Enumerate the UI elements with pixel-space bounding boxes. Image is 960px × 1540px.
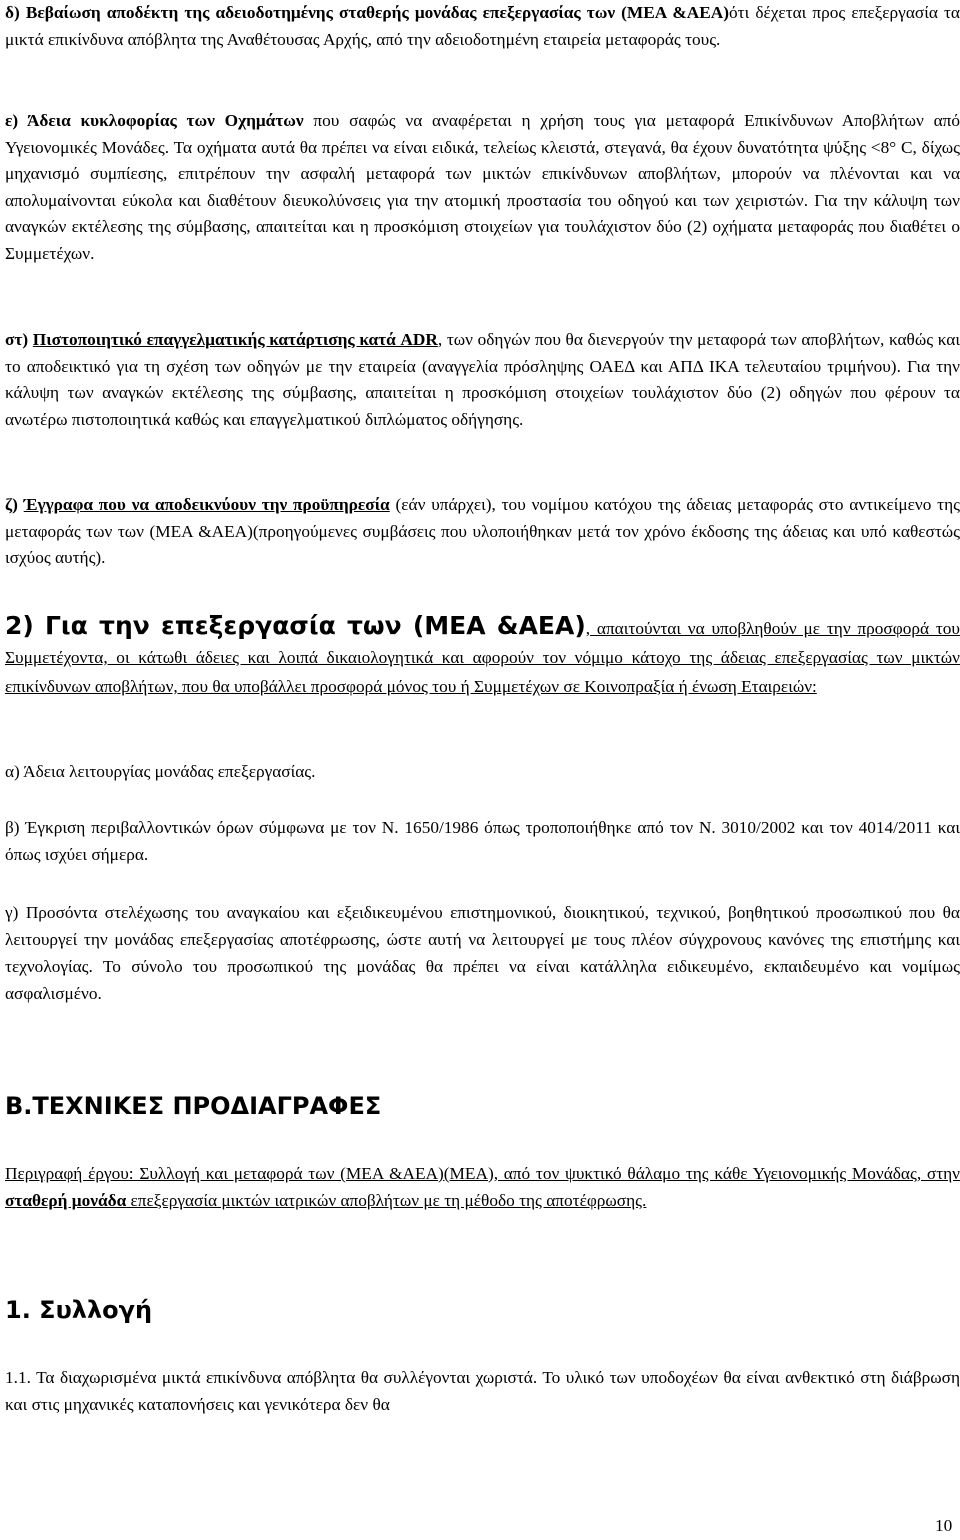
paragraph-d-label: δ) Βεβαίωση αποδέκτη της αδειοδοτημένης σταθερής μονάδας επεξεργασίας των (ΜΕΑ &ΑΕΑ) xyxy=(5,3,730,22)
section-2-intro xyxy=(5,611,960,701)
paragraph-z-prefix: ζ) xyxy=(5,495,24,514)
paragraph-z-label: Έγγραφα που να αποδεικνύουν την προϋπηρεσία xyxy=(23,495,390,514)
technical-specs-heading: Β.ΤΕΧΝΙΚΕΣ ΠΡΟΔΙΑΓΡΑΦΕΣ xyxy=(5,1092,382,1120)
collection-heading: 1. Συλλογή xyxy=(5,1296,153,1324)
paragraph-st-label: Πιστοποιητικό επαγγελματικής κατάρτισης κατά ADR xyxy=(32,330,438,349)
section-2-text: , απαιτούνται να υποβληθούν με την προσφορά του Συμμετέχοντα, οι κάτωθι άδειες και λοιπά δικαιολογητικά και αφορούν τον νόμιμο κάτοχο της άδειας επεξεργασίας των μικτών επικίνδυνων αποβλήτων, που θα υποβάλλει προσφορά μόνος του ή Συμμετέχων σε Κοινοπραξία ή ένωση Εταιρειών: xyxy=(5,619,960,696)
page-number: 10 xyxy=(935,1516,953,1535)
project-description-end: επεξεργασία μικτών ιατρικών αποβλήτων με τη μέθοδο της αποτέφρωσης. xyxy=(126,1191,647,1210)
paragraph-st-prefix: στ) xyxy=(5,330,33,349)
paragraph-d-text: ότι δέχεται προς επεξεργασία τα μικτά επικίνδυνα απόβλητα της Αναθέτουσας Αρχής, από την αδειοδοτημένη εταιρεία μεταφοράς τους. xyxy=(5,3,960,49)
item-b: β) Έγκριση περιβαλλοντικών όρων σύμφωνα με τον Ν. 1650/1986 όπως τροποποιήθηκε από τον Ν. 3010/2002 και τον 4014/2011 και όπως ισχύει σήμερα. xyxy=(5,818,960,864)
paragraph-d xyxy=(5,0,960,53)
project-description xyxy=(5,1160,960,1214)
item-c: γ) Προσόντα στελέχωσης του αναγκαίου και εξειδικευμένου επιστημονικού, διοικητικού, τεχνικού, βοηθητικού προσωπικού που θα λειτουργεί την μονάδας επεξεργασίας αποτέφρωσης, ώστε αυτή να λειτουργεί με τους πλέον σύγχρονους κανόνες της επιστήμης και τεχνολογίας. Το σύνολο του προσωπικού της μονάδας θα πρέπει να είναι κατάλληλα ειδικευμένο, εκπαιδευμένο και νομίμως ασφαλισμένο. xyxy=(5,903,960,1003)
project-description-bold: σταθερή μονάδα xyxy=(5,1191,127,1210)
paragraph-1-1: 1.1. Τα διαχωρισμένα μικτά επικίνδυνα απόβλητα θα συλλέγονται χωριστά. Το υλικό των υποδοχέων θα είναι ανθεκτικό στη διάβρωση και στις μηχανικές καταπονήσεις και γενικότερα δεν θα xyxy=(5,1368,960,1414)
paragraph-e xyxy=(5,108,960,267)
paragraph-e-label: ε) Άδεια κυκλοφορίας των Οχημάτων xyxy=(5,111,304,130)
paragraph-z xyxy=(5,492,960,572)
paragraph-z-text: (εάν υπάρχει), του νομίμου κατόχου της άδειας μεταφοράς στο αντικείμενο της μεταφοράς των των (ΜΕΑ &ΑΕΑ)(προηγούμενες συμβάσεις που υλοποιήθηκαν μετά τον χρόνο έκδοσης της άδειας και υπό καθεστώς ισχύος αυτής). xyxy=(5,495,960,567)
paragraph-e-text: που σαφώς να αναφέρεται η χρήση τους για μεταφορά Επικίνδυνων Αποβλήτων από Υγειονομικές Μονάδες. Τα οχήματα αυτά θα πρέπει να είναι ειδικά, τελείως κλειστά, στεγανά, θα έχουν δυνατότητα ψύξης <8° C, δίχως μηχανισμό συμπίεσης, επιτρέπουν την ασφαλή μεταφορά των μικτών επικίνδυνων αποβλήτων, μπορούν να πλένονται και να απολυμαίνονται εύκολα και διαθέτουν διευκολύνσεις για την ατομική προστασία του οδηγού και των χειριστών. Για την κάλυψη των αναγκών εκτέλεσης της σύμβασης, απαιτείται και η προσκόμιση στοιχείων για τουλάχιστον δύο (2) οχήματα μεταφοράς που διαθέτει ο Συμμετέχων. xyxy=(5,111,960,263)
project-description-start: Περιγραφή έργου: Συλλογή και μεταφορά των (ΜΕΑ &ΑΕΑ)(ΜΕΑ), από τον ψυκτικό θάλαμο της κάθε Υγειονομικής Μονάδας, στην xyxy=(5,1164,960,1183)
paragraph-st xyxy=(5,327,960,433)
section-2-heading: 2) Για την επεξεργασία των (ΜΕΑ &ΑΕΑ) xyxy=(5,611,586,640)
item-a: α) Άδεια λειτουργίας μονάδας επεξεργασίας. xyxy=(5,762,316,781)
paragraph-st-text: , των οδηγών που θα διενεργούν την μεταφορά των αποβλήτων, καθώς και το αποδεικτικό για τη σχέση των οδηγών με την εταιρεία (αναγγελία πρόσληψης ΟΑΕΔ και ΑΠΔ ΙΚΑ τελευταίου τριμήνου). Για την κάλυψη των αναγκών εκτέλεσης της σύμβασης, απαιτείται η προσκόμιση στοιχείων τουλάχιστον δύο (2) οδηγών που φέρουν τα ανωτέρω πιστοποιητικά καθώς και επαγγελματικού διπλώματος οδήγησης. xyxy=(5,330,960,429)
